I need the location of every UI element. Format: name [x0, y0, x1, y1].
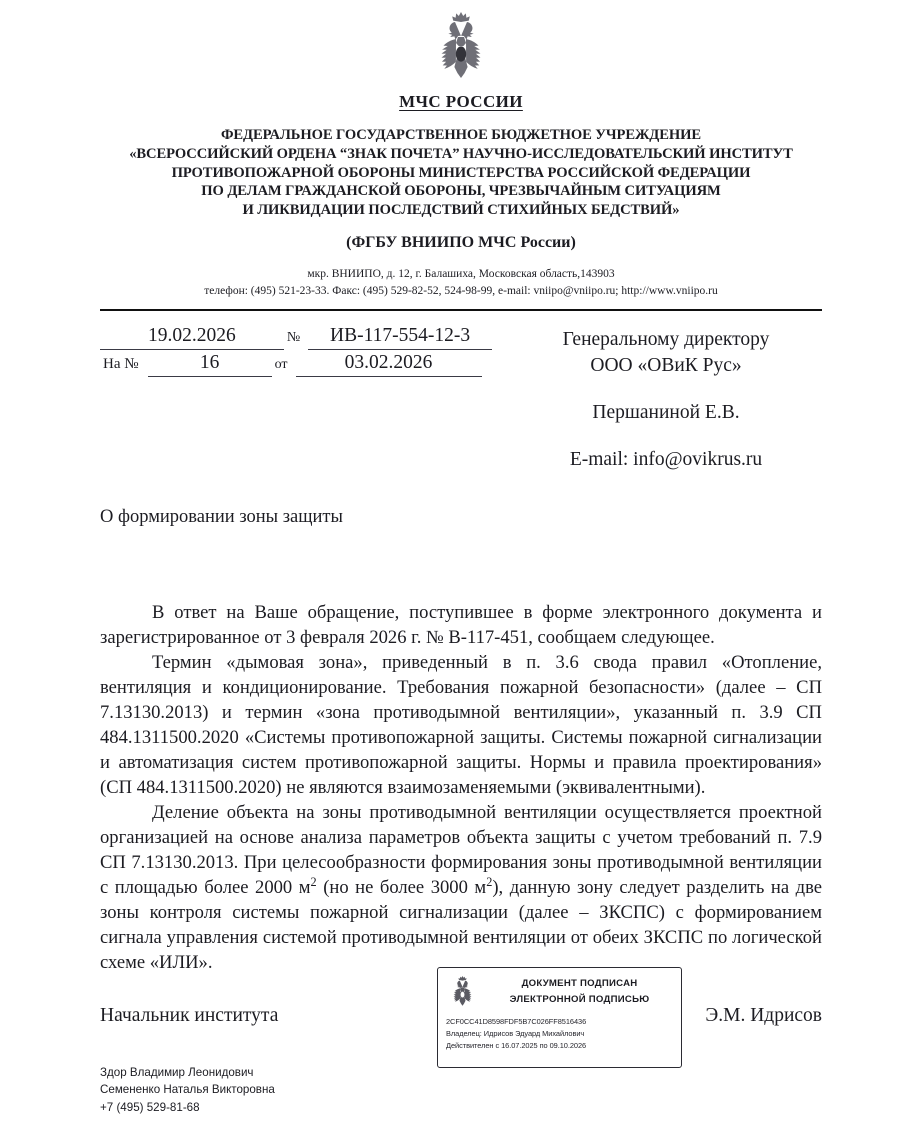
- emblem-container: [100, 0, 822, 86]
- body-paragraph-3-part-3: ), данную зону следует разделить на две зоны контроля системы пожарной сигнализации (далее – ЗКСПС) с формированием сигнала управления системой противодымной вентиляции от обеих ЗКСПС по логической схеме «ИЛИ».: [100, 876, 823, 973]
- address-block: [100, 266, 822, 299]
- digital-signature-stamp: [437, 967, 682, 1068]
- addressee-position: Генеральному директору: [562, 329, 770, 351]
- contacts-line: телефон: (495) 521-23-33. Факс: (495) 529-82-52, 524-98-99, e-mail: vniipo@vniipo.ru; http://www.vniipo.ru: [204, 284, 718, 297]
- mchs-eagle-stamp-icon: [446, 975, 479, 1009]
- stamp-title-line-2: ЭЛЕКТРОННОЙ ПОДПИСЬЮ: [509, 994, 650, 1005]
- organization-full-name: [100, 126, 822, 220]
- number-label: №: [286, 330, 301, 346]
- addressee-spacer-1: [510, 378, 822, 400]
- subject-line: О формировании зоны защиты: [100, 506, 343, 527]
- footer-contacts: [100, 1064, 275, 1116]
- addressee-email: E-mail: info@ovikrus.ru: [569, 449, 763, 471]
- addressee-company: ООО «ОВиК Рус»: [590, 354, 742, 376]
- body-paragraph-1: В ответ на Ваше обращение, поступившее в форме электронного документа и зарегистрированное от 3 февраля 2026 г. № В-117-451, сообщаем следующее.: [100, 601, 822, 648]
- stamp-title-line-1: ДОКУМЕНТ ПОДПИСАН: [521, 978, 638, 990]
- org-line-2: «ВСЕРОССИЙСКИЙ ОРДЕНА “ЗНАК ПОЧЕТА” НАУЧНО-ИССЛЕДОВАТЕЛЬСКИЙ ИНСТИТУТ: [129, 145, 793, 162]
- footer-phone: +7 (495) 529-81-68: [100, 1100, 200, 1114]
- body-paragraph-3: [100, 800, 822, 975]
- incoming-number: 16: [148, 352, 272, 376]
- reference-addressee-row: [100, 325, 822, 472]
- mchs-double-headed-eagle-emblem: [424, 10, 498, 86]
- reference-line-outgoing: [100, 325, 492, 352]
- header-divider: [100, 309, 822, 311]
- body-paragraph-3-superscript-2: 2: [486, 874, 493, 889]
- stamp-owner: Владелец: Идрисов Эдуард Михайлович: [446, 1028, 585, 1038]
- incoming-label: На №: [103, 356, 139, 373]
- postal-address: мкр. ВНИИПО, д. 12, г. Балашиха, Московская область,143903: [307, 268, 615, 281]
- footer-contact-1: Здор Владимир Леонидович: [100, 1066, 254, 1079]
- stamp-validity: Действителен с 16.07.2025 по 09.10.2026: [446, 1040, 587, 1050]
- org-line-4: ПО ДЕЛАМ ГРАЖДАНСКОЙ ОБОРОНЫ, ЧРЕЗВЫЧАЙНЫМ СИТУАЦИЯМ: [201, 183, 721, 200]
- org-line-1: ФЕДЕРАЛЬНОЕ ГОСУДАРСТВЕННОЕ БЮДЖЕТНОЕ УЧРЕЖДЕНИЕ: [220, 127, 702, 143]
- footer-contact-2: Семененко Наталья Викторовна: [100, 1083, 275, 1097]
- addressee-block: [492, 325, 822, 472]
- incoming-date: 03.02.2026: [296, 352, 482, 376]
- stamp-header: [446, 975, 673, 1009]
- stamp-details: [446, 1016, 673, 1052]
- from-label: от: [274, 357, 288, 373]
- reference-line-incoming: [100, 352, 492, 379]
- document-body: [100, 600, 822, 975]
- addressee-spacer-2: [510, 425, 822, 447]
- reference-block: [100, 325, 492, 379]
- org-line-5: И ЛИКВИДАЦИИ ПОСЛЕДСТВИЙ СТИХИЙНЫХ БЕДСТВИЙ»: [242, 202, 680, 219]
- outgoing-number: ИВ-117-554-12-3: [308, 325, 492, 349]
- body-paragraph-3-superscript-1: 2: [310, 874, 317, 889]
- body-paragraph-3-part-2: (но не более 3000 м: [316, 876, 487, 898]
- stamp-title: [486, 976, 673, 1007]
- organization-short-name: (ФГБУ ВНИИПО МЧС России): [346, 234, 576, 252]
- stamp-certificate-id: 2CF0CC41D8598FDF5B7C026FF8516436: [446, 1017, 587, 1026]
- addressee-person: Першаниной Е.В.: [592, 402, 740, 424]
- body-paragraph-3-part-1: Деление объекта на зоны противодымной вентиляции осуществляется проектной организацией на основе анализа параметров объекта защиты с учетом требований п. 7.9 СП 7.13130.2013. При целесообразности формирования зоны противодымной вентиляции с площадью более 2000 м: [100, 801, 822, 898]
- outgoing-date: 19.02.2026: [100, 325, 284, 349]
- org-line-3: ПРОТИВОПОЖАРНОЙ ОБОРОНЫ МИНИСТЕРСТВА РОССИЙСКОЙ ФЕДЕРАЦИИ: [171, 164, 751, 181]
- ministry-title: МЧС РОССИИ: [399, 92, 523, 111]
- body-paragraph-2: Термин «дымовая зона», приведенный в п. 3.6 свода правил «Отопление, вентиляция и кондиционирование. Требования пожарной безопасности» (далее – СП 7.13130.2013) и термин «зона противодымной вентиляции», указанный п. 3.9 СП 484.1311500.2020 «Системы противопожарной защиты. Системы пожарной сигнализации и автоматизация систем противопожарной защиты. Нормы и правила проектирования» (СП 484.1311500.2020) не являются взаимозаменяемыми (эквивалентными).: [100, 651, 822, 798]
- signer-position: Начальник института: [100, 1005, 279, 1026]
- signer-name: Э.М. Идрисов: [705, 1005, 822, 1026]
